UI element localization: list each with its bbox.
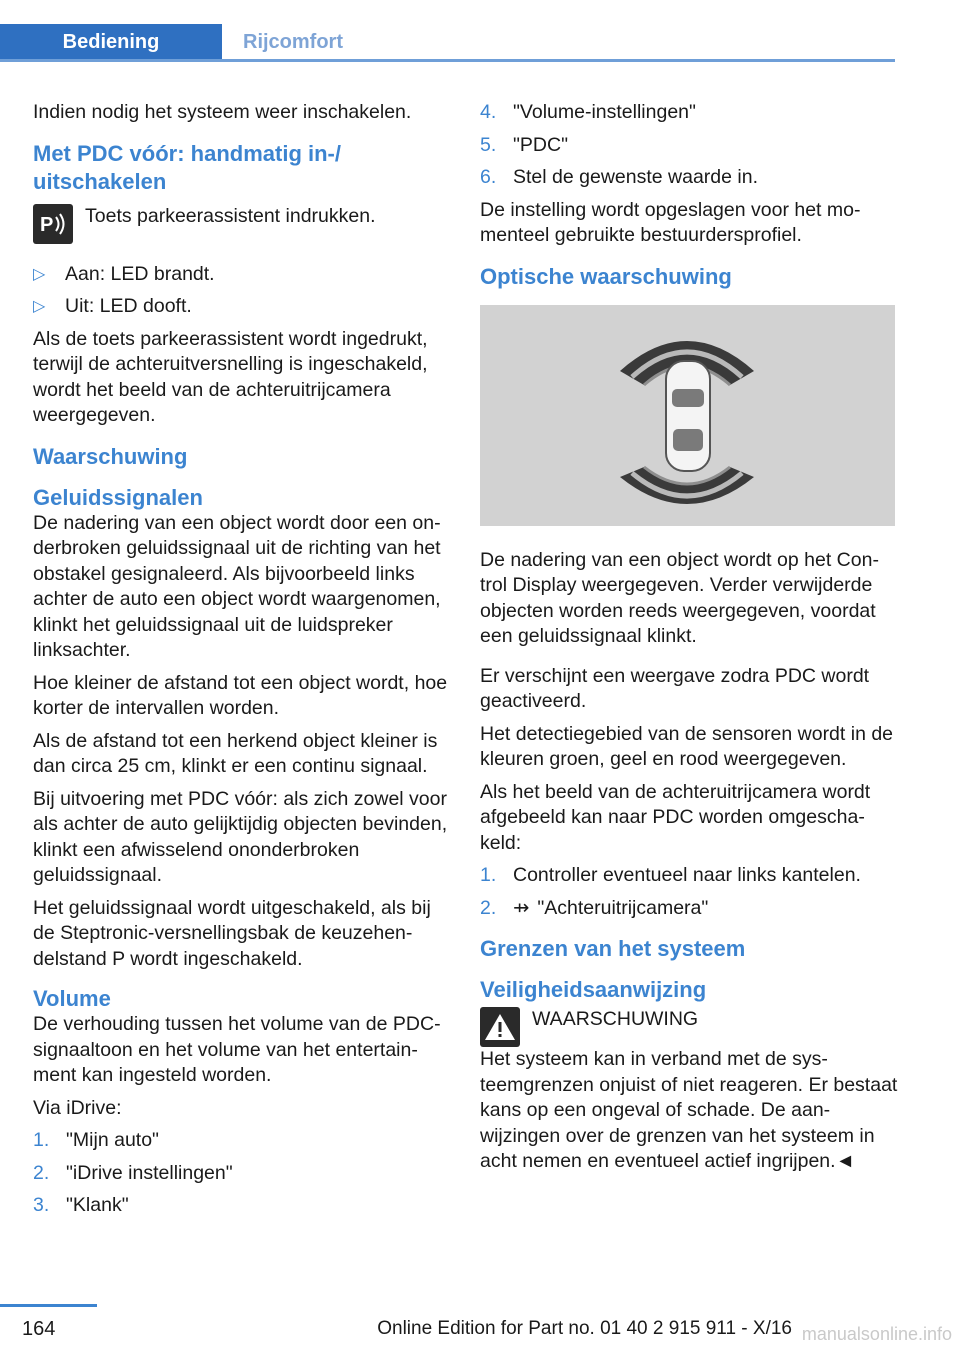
watermark: manualsonline.info [801, 1324, 952, 1344]
list-item: 3. "Klank" [33, 1194, 129, 1216]
edition-text: Online Edition for Part no. 01 40 2 915 911 - X/16 [377, 1318, 792, 1339]
led-status-list [33, 262, 453, 320]
header-tabs [0, 24, 895, 62]
via-idrive: Via iDrive: [33, 1096, 122, 1119]
heading-system-limits: Grenzen van het systeem [480, 936, 746, 961]
optical-paragraph-3: Het detectiegebied van de sensoren wordt in de kleuren groen, geel en rood weergegeven. [480, 722, 894, 770]
list-item: ▷ Aan: LED brandt. [33, 262, 453, 288]
heading-safety: Veiligheidsaanwijzing [480, 977, 707, 1002]
saved-paragraph: De instelling wordt opgeslagen voor het momenteel gebruikte bestuurdersprofiel. [480, 198, 861, 246]
heading-pdc-front: Met PDC vóór: handmatig in-/ uitschakelen [33, 140, 341, 194]
optical-paragraph-2: Er verschijnt een weergave zodra PDC wordt geactiveerd. [480, 664, 870, 712]
page-number: 164 [22, 1318, 56, 1340]
sound-paragraph-4: Bij uitvoering met PDC vóór: als zich zowel voor als achter de auto gelijktijdig objecten bevinden, klinkt een afwisselend ononderbroken geluidssignaal. [33, 787, 448, 886]
sound-paragraph-2: Hoe kleiner de afstand tot een object wordt, hoe korter de intervallen worden. [33, 671, 448, 719]
warning-triangle-icon [480, 1007, 520, 1047]
warning-block [480, 1007, 898, 1047]
warning-text: Het systeem kan in verband met de systeemgrenzen onjuist of niet reageren. Er bestaat kans op een ongeval of schade. De aanwijzingen over de grenzen van het systeem in acht nemen en eventueel actief ingrijpen.◄ [480, 1048, 898, 1172]
list-item: 1. "Mijn auto" [33, 1129, 159, 1151]
intro-text: Indien nodig het systeem weer inschakelen. [33, 101, 412, 123]
list-item: 2. ⇸ "Achteruitrijcamera" [480, 896, 898, 922]
list-item: 2. "iDrive instellingen" [33, 1161, 233, 1184]
svg-text:P: P [40, 213, 54, 236]
bullet-triangle-icon: ▷ [33, 298, 46, 315]
idrive-steps-continued [480, 100, 898, 191]
sound-paragraph-3: Als de afstand tot een herkend object kleiner is dan circa 25 cm, klinkt er een continu signaal. [33, 729, 438, 777]
heading-sound-signals: Geluidssignalen [33, 484, 203, 510]
camera-paragraph: Als de toets parkeerassistent wordt ingedrukt, terwijl de achteruitversnelling is ingeschakeld, wordt het beeld van de achteruitrijcamera weergegeven. [33, 327, 428, 426]
right-column [480, 100, 898, 1182]
heading-optical-warning: Optische waarschuwing [480, 263, 732, 289]
parking-button-row [33, 204, 453, 244]
sound-paragraph-1: De nadering van een object wordt door een onderbroken geluidssignaal uit de richting van het obstakel gesignaleerd. Als bijvoorbeeld links achter de auto een object wordt waargenomen, klinkt het geluidssignaal uit de luidspreker linksachter. [33, 511, 441, 661]
footer-divider [0, 1304, 97, 1307]
heading-volume: Volume [33, 986, 111, 1011]
bullet-triangle-icon: ▷ [33, 265, 46, 283]
sound-paragraph-5: Het geluidssignaal wordt uitgeschakeld, als bij de Steptronic-versnellingsbak de keuzehendelstand P wordt ingeschakeld. [33, 896, 431, 970]
list-item: 5. "PDC" [480, 133, 569, 156]
heading-warning: Waarschuwing [33, 443, 188, 469]
list-item: 1. Controller eventueel naar links kantelen. [480, 864, 861, 886]
pdc-display-image [480, 305, 895, 526]
header-divider [0, 59, 895, 62]
tab-bediening[interactable]: Bediening [0, 24, 222, 60]
icon-instruction: Toets parkeerassistent indrukken. [85, 204, 376, 227]
warning-title: WAARSCHUWING [532, 1008, 699, 1030]
optical-paragraph-1: De nadering van een object wordt op het Control Display weergegeven. Verder verwijderde objecten worden reeds weergegeven, voordat een geluidssignaal klinkt. [480, 548, 879, 647]
list-item: 4. "Volume-instellingen" [480, 101, 696, 123]
list-item: 6. Stel de gewenste waarde in. [480, 166, 758, 188]
camera-switch-steps [480, 863, 898, 921]
car-sensor-illustration [480, 305, 895, 526]
idrive-steps [33, 1128, 453, 1219]
volume-paragraph: De verhouding tussen het volume van de PDC-signaaltoon en het volume van het entertainment kan ingesteld worden. [33, 1013, 441, 1086]
parking-assistant-icon [33, 204, 73, 244]
optical-paragraph-4: Als het beeld van de achteruitrijcamera wordt afgebeeld kan naar PDC worden omgeschakeld: [480, 780, 871, 854]
list-item: ▷ Uit: LED dooft. [33, 294, 453, 320]
tab-rijcomfort[interactable]: Rijcomfort [243, 31, 343, 53]
left-column [33, 100, 453, 1226]
reverse-camera-icon: ⇸ [513, 896, 530, 919]
